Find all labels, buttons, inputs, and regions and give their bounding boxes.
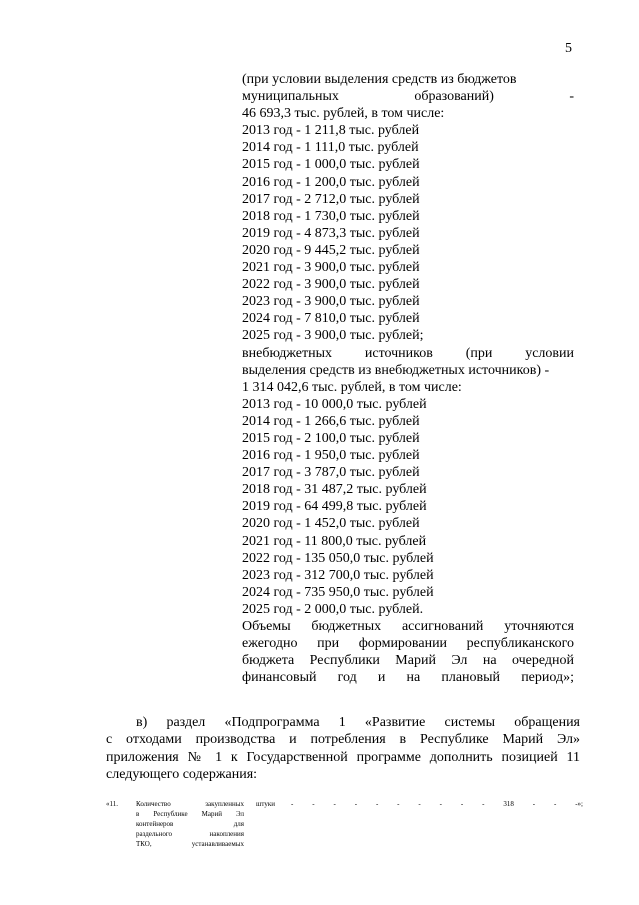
note-line: финансовый год и на плановый период»; [242, 670, 574, 686]
municipal-year-line: 2013 год - 1 211,8 тыс. рублей [242, 123, 420, 139]
budget-block [242, 71, 574, 686]
budget-intro-line: 46 693,3 тыс. рублей, в том числе: [242, 106, 445, 122]
value-cell: - [439, 800, 442, 808]
unit-of-measure: штуки [256, 800, 276, 808]
row-number: «11. [106, 800, 118, 808]
extra-year-line: 2016 год - 1 950,0 тыс. рублей [242, 448, 420, 464]
value-cell: - [291, 800, 294, 808]
extra-year-line: 2021 год - 11 800,0 тыс. рублей [242, 533, 427, 549]
extra-intro-line: внебюджетных источников (при условии [242, 345, 574, 361]
extra-year-line: 2017 год - 3 787,0 тыс. рублей [242, 465, 420, 481]
paragraph-line: следующего содержания: [106, 767, 258, 783]
paragraph-line: в) раздел «Подпрограмма 1 «Развитие системы обращения [136, 715, 580, 730]
value-cell: - [397, 800, 400, 808]
municipal-year-line: 2017 год - 2 712,0 тыс. рублей [242, 191, 420, 207]
value-cell: - [333, 800, 336, 808]
value-cell: - [375, 800, 379, 808]
value-cell: - [312, 800, 315, 808]
extra-year-line: 2020 год - 1 452,0 тыс. рублей [242, 516, 420, 532]
value-cell: - [354, 800, 358, 808]
extra-year-line: 2022 год - 135 050,0 тыс. рублей [242, 550, 434, 566]
extra-intro-line: выделения средств из внебюджетных источников) - [242, 362, 550, 378]
value-cell: - [418, 800, 421, 808]
note-line: ежегодно при формировании республиканского [242, 636, 574, 652]
extra-year-line: 2013 год - 10 000,0 тыс. рублей [242, 396, 427, 412]
value-cell: - [482, 800, 485, 808]
indicator-line: раздельного накопления [136, 830, 244, 838]
page-number: 5 [565, 41, 572, 56]
extra-year-line: 2015 год - 2 100,0 тыс. рублей [242, 430, 420, 446]
note-line: бюджета Республики Марий Эл на очередной [242, 653, 574, 669]
indicator-line: контейнеров для [136, 820, 244, 828]
note-line: Объемы бюджетных ассигнований уточняются [242, 619, 574, 634]
indicator-line: в Республике Марий Эл [136, 810, 244, 818]
extra-year-line: 2024 год - 735 950,0 тыс. рублей [242, 584, 434, 600]
municipal-year-line: 2023 год - 3 900,0 тыс. рублей [242, 294, 420, 310]
indicator-name [136, 799, 244, 849]
value-cell: -»; [575, 800, 583, 808]
municipal-year-line: 2019 год - 4 873,3 тыс. рублей [242, 225, 420, 241]
municipal-year-line: 2024 год - 7 810,0 тыс. рублей [242, 311, 420, 327]
municipal-year-line: 2025 год - 3 900,0 тыс. рублей; [242, 328, 424, 344]
indicator-line: Количество закупленных [136, 800, 244, 808]
extra-year-line: 2014 год - 1 266,6 тыс. рублей [242, 413, 420, 429]
value-cell: - [532, 800, 536, 808]
amendment-paragraph [106, 714, 580, 784]
municipal-year-line: 2020 год - 9 445,2 тыс. рублей [242, 242, 420, 258]
paragraph-line: приложения № 1 к Государственной программе дополнить позицией 11 [106, 749, 580, 765]
municipal-year-line: 2021 год - 3 900,0 тыс. рублей [242, 260, 420, 276]
extra-year-line: 2019 год - 64 499,8 тыс. рублей [242, 499, 427, 515]
extra-year-line: 2018 год - 31 487,2 тыс. рублей [242, 482, 427, 498]
indicator-line: ТКО, устанавливаемых [136, 840, 244, 848]
yearly-values [291, 799, 583, 809]
budget-intro-line: муниципальных образований) - [242, 89, 574, 105]
municipal-year-line: 2018 год - 1 730,0 тыс. рублей [242, 208, 420, 224]
paragraph-line: с отходами производства и потребления в Республике Марий Эл» [106, 732, 580, 748]
municipal-year-line: 2022 год - 3 900,0 тыс. рублей [242, 277, 420, 293]
municipal-year-line: 2016 год - 1 200,0 тыс. рублей [242, 174, 420, 190]
value-cell: 318 [503, 800, 514, 808]
extra-year-line: 2023 год - 312 700,0 тыс. рублей [242, 567, 434, 583]
extra-year-line: 2025 год - 2 000,0 тыс. рублей. [242, 601, 424, 617]
municipal-year-line: 2015 год - 1 000,0 тыс. рублей [242, 157, 420, 173]
value-cell: - [460, 800, 464, 808]
municipal-year-line: 2014 год - 1 111,0 тыс. рублей [242, 140, 419, 156]
extra-intro-line: 1 314 042,6 тыс. рублей, в том числе: [242, 379, 462, 395]
value-cell: - [553, 800, 557, 808]
budget-intro-line: (при условии выделения средств из бюджетов [242, 72, 517, 87]
